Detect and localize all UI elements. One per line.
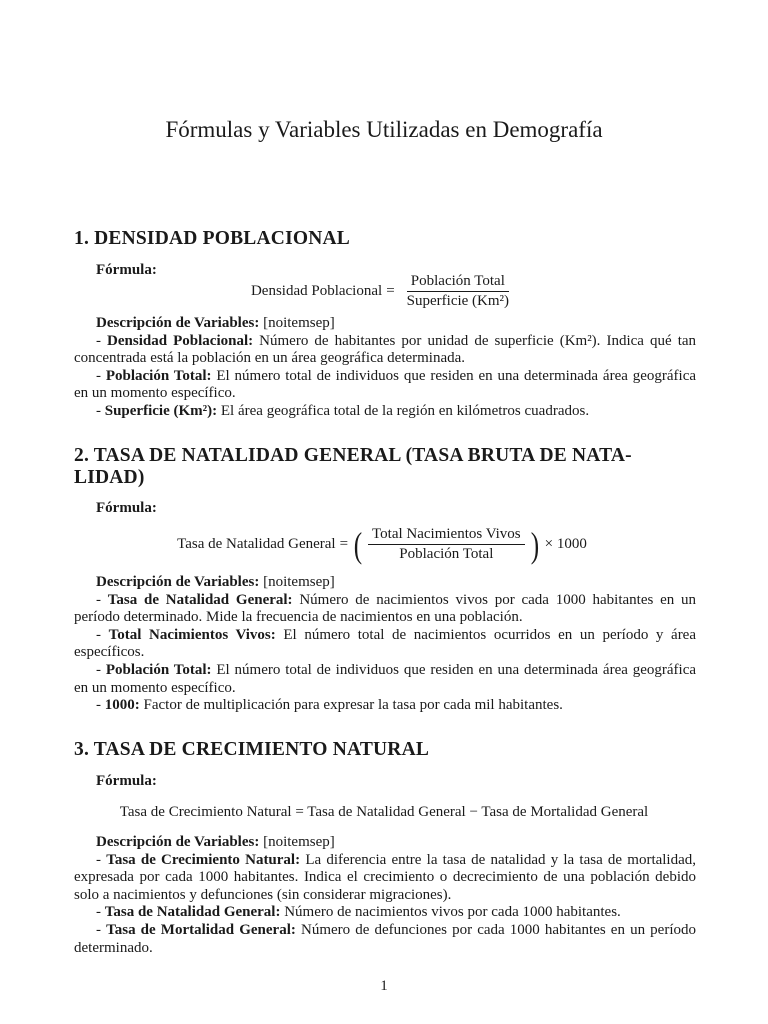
list-dash: - bbox=[96, 332, 101, 349]
variable-term: Densidad Poblacional: bbox=[107, 332, 254, 349]
variables-description bbox=[74, 574, 696, 715]
section-heading-crecimiento: 3. TASA DE CRECIMIENTO NATURAL bbox=[74, 739, 430, 760]
description-label: Descripción de Variables: bbox=[96, 315, 260, 331]
right-paren-icon: ) bbox=[530, 524, 539, 565]
fraction-denominator: Población Total bbox=[399, 546, 494, 562]
fraction bbox=[368, 526, 525, 563]
fraction-numerator: Población Total bbox=[407, 273, 509, 292]
fraction-numerator: Total Nacimientos Vivos bbox=[368, 526, 525, 545]
formula-crecimiento bbox=[0, 804, 768, 821]
variable-term: 1000: bbox=[104, 697, 140, 714]
list-dash: - bbox=[96, 921, 101, 938]
document-title: Fórmulas y Variables Utilizadas en Demografía bbox=[165, 117, 603, 142]
description-tag: [noitemsep] bbox=[263, 574, 335, 590]
variable-text: El área geográfica total de la región en kilómetros cuadrados. bbox=[220, 402, 590, 419]
formula-label: Fórmula: bbox=[96, 773, 157, 789]
variable-term: Total Nacimientos Vivos: bbox=[108, 626, 276, 643]
left-paren-icon: ( bbox=[353, 524, 363, 565]
formula-densidad bbox=[0, 273, 768, 310]
section-heading-densidad: 1. DENSIDAD POBLACIONAL bbox=[74, 228, 351, 249]
description-tag: [noitemsep] bbox=[263, 834, 335, 850]
list-dash: - bbox=[96, 904, 101, 921]
variable-text: Número de nacimientos vivos por cada 1000 habitantes. bbox=[284, 904, 621, 921]
equals-sign: = bbox=[339, 536, 349, 552]
variable-term: Tasa de Mortalidad General: bbox=[106, 921, 296, 938]
description-label: Descripción de Variables: bbox=[96, 574, 260, 590]
page-number: 1 bbox=[380, 978, 388, 994]
formula-label: Fórmula: bbox=[96, 500, 157, 516]
variable-text: La diferencia entre la tasa de natalidad y la tasa de mortalidad, expresada por cada 1000 habitantes. Indica el crecimiento o decrecimiento de una población debido solo a nacimientos y defunciones (sin considerar migraciones). bbox=[74, 851, 697, 903]
variable-term: Población Total: bbox=[105, 661, 212, 678]
variable-text: Número de habitantes por unidad de superficie (Km²). Indica qué tan concentrada está la población en un área geográfica determinada. bbox=[74, 332, 697, 367]
variable-text: Número de nacimientos vivos por cada 1000 habitantes en un período determinado. Mide la frecuencia de nacimientos en una población. bbox=[74, 591, 697, 626]
formula-text: Tasa de Crecimiento Natural = Tasa de Natalidad General − Tasa de Mortalidad General bbox=[119, 804, 649, 820]
list-dash: - bbox=[96, 626, 101, 643]
variable-term: Superficie (Km²): bbox=[104, 402, 218, 419]
list-dash: - bbox=[96, 697, 101, 714]
list-dash: - bbox=[96, 851, 101, 868]
formula-lhs: Tasa de Natalidad General bbox=[177, 536, 336, 552]
formula-natalidad bbox=[0, 526, 768, 563]
list-dash: - bbox=[96, 591, 101, 608]
formula-lhs: Densidad Poblacional bbox=[250, 283, 383, 299]
variable-text: Factor de multiplicación para expresar la tasa por cada mil habitantes. bbox=[143, 697, 563, 714]
variable-text: El número total de individuos que residen en una determinada área geográfica en un momento específico. bbox=[74, 661, 697, 696]
formula-label: Fórmula: bbox=[96, 262, 157, 278]
variable-text: Número de defunciones por cada 1000 habitantes en un período determinado. bbox=[74, 921, 696, 956]
variables-description bbox=[74, 834, 696, 957]
variable-term: Población Total: bbox=[105, 367, 212, 384]
variable-text: El número total de nacimientos ocurridos en un período y área específicos. bbox=[74, 626, 696, 661]
variable-term: Tasa de Crecimiento Natural: bbox=[106, 851, 301, 868]
equals-sign: = bbox=[386, 283, 395, 299]
variables-description bbox=[74, 315, 696, 421]
description-label: Descripción de Variables: bbox=[96, 834, 260, 850]
list-dash: - bbox=[96, 402, 101, 419]
section-heading-natalidad: 2. TASA DE NATALIDAD GENERAL (TASA BRUTA DE NATA-LIDAD) bbox=[74, 445, 632, 488]
description-tag: [noitemsep] bbox=[263, 315, 335, 331]
variable-term: Tasa de Natalidad General: bbox=[107, 591, 293, 608]
list-dash: - bbox=[96, 367, 101, 384]
list-dash: - bbox=[96, 661, 101, 678]
variable-term: Tasa de Natalidad General: bbox=[104, 904, 281, 921]
variable-text: El número total de individuos que residen en una determinada área geográfica en un momento específico. bbox=[74, 367, 697, 402]
fraction-denominator: Superficie (Km²) bbox=[406, 293, 510, 309]
multiplier: × 1000 bbox=[544, 536, 587, 552]
fraction bbox=[403, 273, 513, 310]
